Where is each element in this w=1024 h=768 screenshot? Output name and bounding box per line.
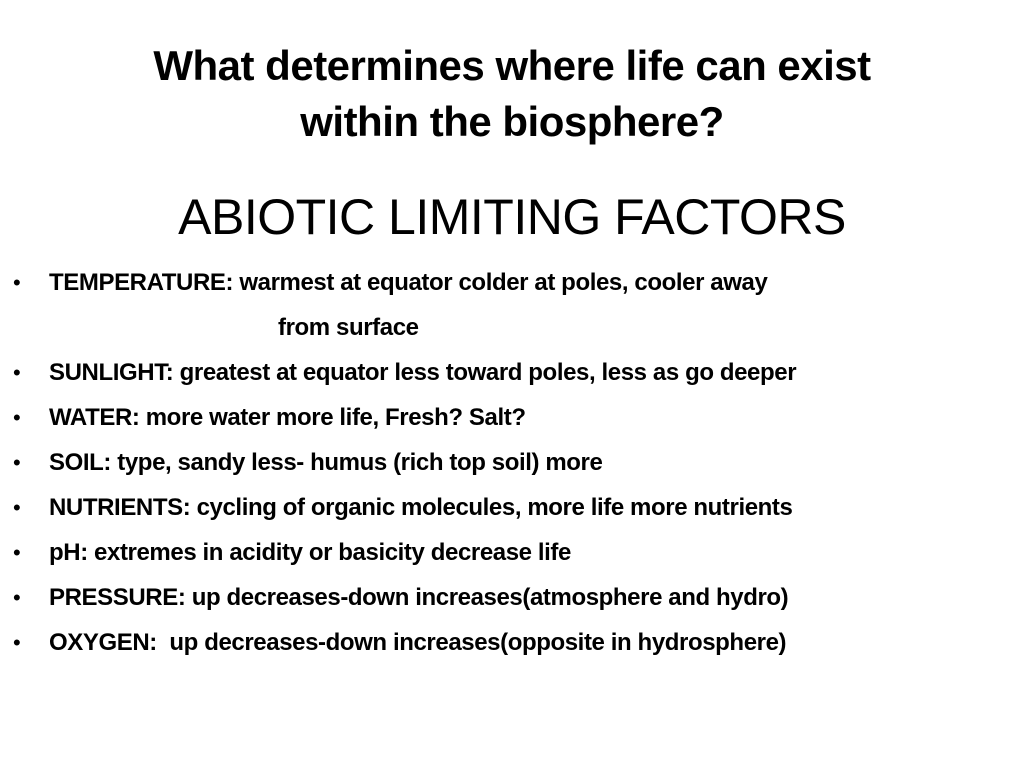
bullet-item-oxygen	[0, 620, 1024, 665]
bullet-list	[0, 260, 1024, 665]
bullet-continuation: from surface	[278, 314, 419, 341]
bullet-icon: •	[13, 450, 21, 475]
bullet-item-water	[0, 395, 1024, 440]
bullet-item-soil	[0, 440, 1024, 485]
bullet-text: NUTRIENTS: cycling of organic molecules, more life more nutrients	[49, 494, 793, 521]
bullet-item-sunlight	[0, 350, 1024, 395]
bullet-item-temperature	[0, 260, 1024, 350]
bullet-item-ph	[0, 530, 1024, 575]
bullet-text: pH: extremes in acidity or basicity decrease life	[49, 539, 571, 566]
bullet-icon: •	[13, 405, 21, 430]
title-line-1: What determines where life can exist	[153, 42, 871, 89]
bullet-item-pressure	[0, 575, 1024, 620]
bullet-item-nutrients	[0, 485, 1024, 530]
bullet-icon: •	[13, 360, 21, 385]
bullet-icon: •	[13, 540, 21, 565]
bullet-text: OXYGEN: up decreases-down increases(opposite in hydrosphere)	[49, 629, 787, 656]
bullet-text: TEMPERATURE: warmest at equator colder at poles, cooler away	[49, 269, 768, 296]
bullet-icon: •	[13, 495, 21, 520]
bullet-text: SUNLIGHT: greatest at equator less toward poles, less as go deeper	[49, 359, 797, 386]
slide-title	[40, 38, 984, 150]
title-line-2: within the biosphere?	[300, 98, 724, 145]
bullet-icon: •	[13, 630, 21, 655]
slide-subtitle: ABIOTIC LIMITING FACTORS	[178, 189, 846, 245]
bullet-icon: •	[13, 585, 21, 610]
bullet-text: SOIL: type, sandy less- humus (rich top soil) more	[49, 449, 603, 476]
bullet-text: PRESSURE: up decreases-down increases(atmosphere and hydro)	[49, 584, 789, 611]
bullet-icon: •	[13, 270, 21, 295]
bullet-text: WATER: more water more life, Fresh? Salt?	[49, 404, 526, 431]
